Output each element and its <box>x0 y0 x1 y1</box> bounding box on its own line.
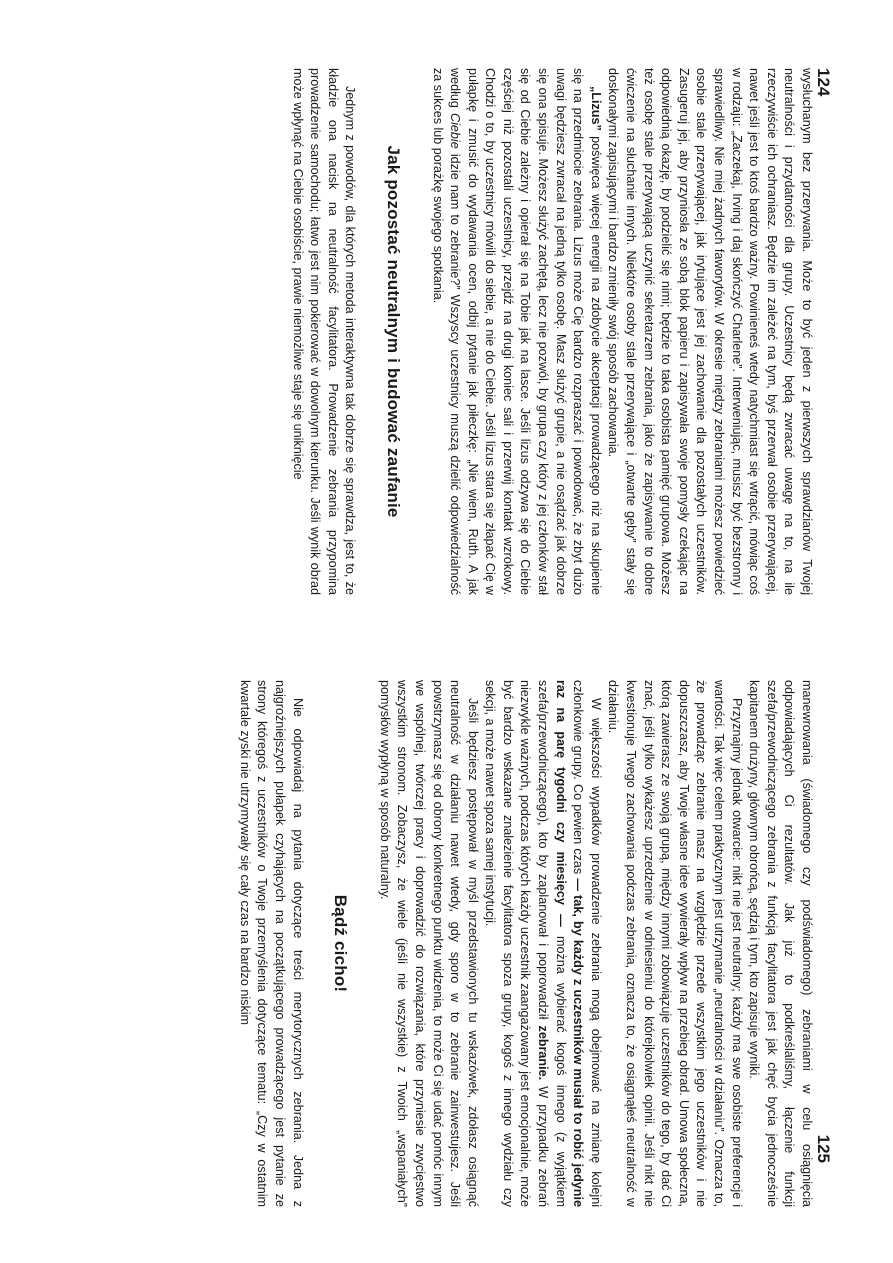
paragraph: wysłuchanym bez przerywania. Może to być jeden z pierwszych sprawdzianów Twojej neutralności i przydatności dla grupy. Uczestnicy będą zwracać uwagę na to, na ile rzeczywiście ich ochraniasz. Będzie im zależeć na tym, byś przerwał osobie przerywającej, nawet jeśli jest to ktoś bardzo ważny. Powinieneś wtedy natychmiast się wtrącić, mówiąc coś w rodzaju: „Zaczekaj, Irving i daj skończyć Charlene”. Interweniując, musisz być bezstronny i sprawiedliwy. Nie miej żadnych faworytów. W okresie między zebraniami możesz powiedzieć osobie stale przerywającej, jak irytujące jest jej zachowanie dla pozostałych uczestników. Zasugeruj jej, aby przyniosła ze sobą blok papieru i zapisywała swoje pomysły czekając na odpowiednią okazję, by podzielić się nimi; będzie to taka osobista pamięć grupowa. Możesz też osobę stale przerywającą uczynić sekretarzem zebrania, jako że zapisywanie to dobre ćwiczenie na słuchanie innych. Niektóre osoby stale przerywające i „otwarte gęby” stały się doskonałymi zapisującymi i bardzo zmieniły swój sposób zachowania. <box>606 68 814 595</box>
page-number-124: 124 <box>814 68 833 97</box>
section-heading-be-quiet: Bądź cicho! <box>331 894 351 993</box>
right-page-text <box>235 680 815 1207</box>
page-number-125: 125 <box>814 1134 833 1163</box>
paragraph: manewrowania (świadomego czy podświadomego) zebraniami w celu osiągnięcia odpowiadających Ci rezultatów. Jak już to podkreślaliśmy, łączenie funkcji szefa/przewodniczącego zebrania z funkcją facylitatora jest jak chęć bycia jednocześnie kapitanem drużyny, głównym obrońcą, sędzią i tym, kto zapisuje wyniki. <box>747 680 814 1207</box>
lizus-term: „Lizus” <box>588 86 603 131</box>
paragraph: Nie odpowiadaj na pytania dotyczące treści merytorycznych zebrania. Jedna z najgroźniejszych pułapek czyhających na początkującego prowadzącego jest pytanie ze strony któregoś z uczestników o Twoje przemyślenia dotyczące tematu: „Czy w ostatnim kwartale zyski nie utrzymywały się cały czas na bardzo niskim <box>237 680 305 1207</box>
paragraph: Jeśli będziesz postępował w myśl przedstawionych tu wskazówek, zdołasz osiągnąć neutralność w działaniu nawet wtedy, gdy sporo w to zebranie zainwestujesz. Jeśli powstrzymasz się od obrony konkretnego punktu widzenia, to może Ci się udać pomóc innym we wspólnej, twórczej pracy i doprowadzić do rozwiązania, które przyniesie zwycięstwo wszystkim stronom. Zobaczysz, że wiele (jeśli nie wszystkie) z Twoich „wspaniałych” pomysłów wypłyną w sposób naturalny. <box>377 680 480 1207</box>
paragraph: W większości wypadków prowadzenie zebrania mogą obejmować na zmianę kolejni członkowie grupy. Co pewien czas — tak, by każdy z uczestników musiał to robić jedynie raz na parę tygodni czy miesięcy — można wybierać kogoś innego (z wyjątkiem szefa/przewodniczącego), kto by zaplanował i poprowadził zebranie. W przypadku zebrań niezwykle ważnych, podczas których każdy uczestnik zaangażowany jest emocjonalnie, może być bardzo wskazane znalezienie facylitatora spoza grupy, kogoś z innego wydziału czy sekcji, a może nawet spoza samej instytucji. <box>483 680 603 1208</box>
paragraph-lizus: „Lizus” poświęca więcej energii na zdobycie akceptacji prowadzącego niż na skupienie się na przedmiocie zebrania. Lizus może Cię bardzo rozpraszać i powodować, że zbyt dużo uwagi będziesz zwracał na jedną tylko osobę. Masz służyć grupie, a nie osądzać jak dobrze się ona spisuje. Możesz służyć zachętą, lecz nie pozwól, by grupa czy który z jej członków stał się od Ciebie zależny i opierał się na Tobie jak na lasce. Jeśli lizus odzywa się do Ciebie częściej niż pozostali uczestnicy, przejdź na drugi koniec sali i przerwij kontakt wzrokowy. Chodzi o to, by uczestnicy mówili do siebie, a nie do Ciebie. Jeśli lizus stara się złapać Cię w pułapkę i zmusić do wydawania ocen, odbij pytanie jak piłeczkę: „Nie wiem, Ruth. A jak według Ciebie idzie nam to zebranie?” Wszyscy uczestnicy muszą dzielić odpowiedzialność za sukces lub porażkę swojego spotkania. <box>430 68 603 595</box>
section-heading-neutrality: Jak pozostać neutralnym i budować zaufanie <box>383 145 403 518</box>
paragraph: Przyznajmy jednak otwarcie: nikt nie jest neutralny; każdy ma swe osobiste preferencje i wartości. Tak więc celem praktycznym jest utrzymanie „neutralności w działaniu”. Oznacza to, że prowadząc zebranie masz na względzie przede wszystkim jego uczestników i nie dopuszczasz, aby Twoje własne idee wywierały wpływ na przebieg obrad. Umowa społeczna, którą zawierasz ze swoją grupą, między innymi zobowiązuje uczestników do tego, by dać Ci znać, jeśli tylko wykażesz uprzedzenie w odniesieniu do którejkolwiek opinii. Jeśli nikt nie kwestionuje Twego zachowania podczas zebrania, oznacza to, że osiągnąłeś neutralność w działaniu. <box>606 680 744 1207</box>
right-page <box>0 632 893 1263</box>
paragraph: Jednym z powodów, dla których metoda interaktywna tak dobrze się sprawdza, jest to, że kładzie ona nacisk na neutralność facylitatora. Prowadzenie zebrania przypomina prowadzenie samochodu; łatwo jest nim pokierować w dowolnym kierunku. Jeśli wynik obrad może wpłynąć na Ciebie osobiście, prawie niemożliwe staje się uniknięcie <box>290 68 358 595</box>
left-page <box>0 0 893 631</box>
left-page-text <box>288 68 815 595</box>
